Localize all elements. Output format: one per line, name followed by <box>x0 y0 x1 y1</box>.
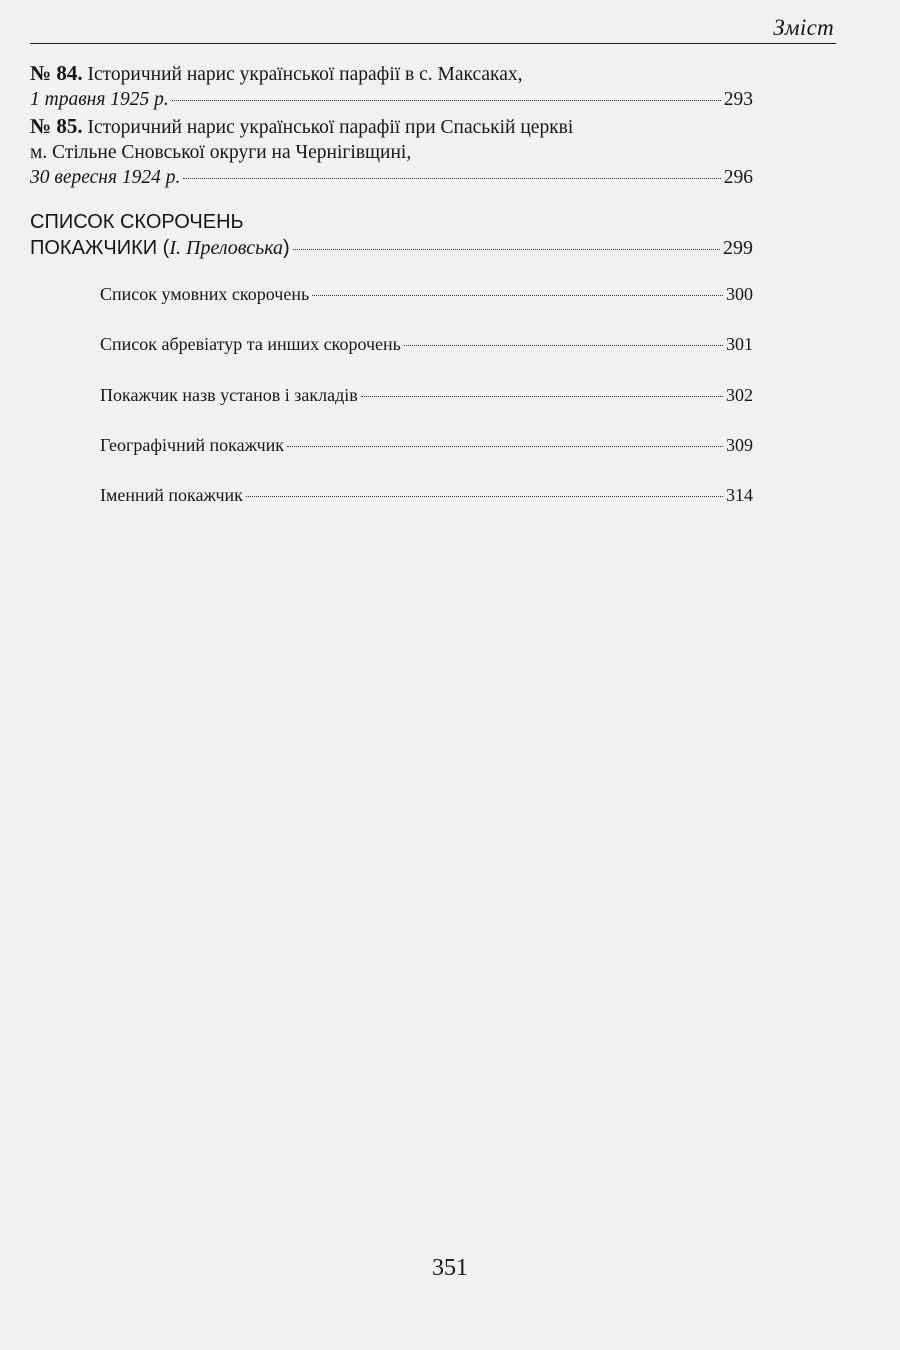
dot-leader <box>312 295 723 296</box>
sub-item <box>100 434 753 457</box>
entry-title: Історичний нарис української парафії при Спаській церкві <box>87 116 574 138</box>
section-indexes-label: ПОКАЖЧИКИ <box>30 236 158 259</box>
dot-leader <box>183 178 720 179</box>
table-of-contents <box>30 60 753 508</box>
sub-item-label: Іменний покажчик <box>100 485 243 506</box>
sub-item <box>100 384 753 407</box>
section-page: 299 <box>723 236 753 259</box>
sub-item-label: Список умовних скорочень <box>100 283 310 304</box>
section-author: І. Преловська <box>169 236 284 259</box>
dot-leader <box>287 446 723 447</box>
dot-leader <box>246 496 723 497</box>
dot-leader <box>361 396 723 397</box>
entry-page: 296 <box>723 167 753 189</box>
sub-item-label: Список абревіатур та инших скорочень <box>100 334 401 355</box>
section-indexes: ПОКАЖЧИКИ ( І. Преловська ) 299 <box>30 236 753 259</box>
entry-page: 293 <box>723 89 753 111</box>
entry-date: 1 травня 1925 р. <box>30 89 169 111</box>
toc-entry-84 <box>30 60 753 113</box>
sub-item <box>100 484 753 507</box>
entry-date: 30 вересня 1924 р. <box>30 167 181 189</box>
header-rule <box>30 43 836 44</box>
sub-item-page: 302 <box>726 384 753 405</box>
sub-item-label: Географічний покажчик <box>100 434 285 455</box>
toc-entry-85 <box>30 113 753 191</box>
entry-number: № 84. <box>30 61 83 85</box>
sub-item <box>100 333 753 356</box>
entry-title-continued: м. Стільне Сновської округи на Чернігівщині, <box>30 142 412 164</box>
entry-number: № 85. <box>30 113 83 138</box>
dot-leader <box>404 345 723 346</box>
sub-item-page: 300 <box>726 283 753 304</box>
page-number: 351 <box>432 1255 468 1281</box>
sub-item-page: 301 <box>726 334 753 355</box>
sub-item <box>100 283 753 306</box>
sub-item-page: 314 <box>726 485 753 506</box>
running-header-title: Зміст <box>773 15 834 40</box>
dot-leader <box>293 249 720 250</box>
sub-item-page: 309 <box>726 434 753 455</box>
section-abbreviations: СПИСОК СКОРОЧЕНЬ <box>30 210 244 233</box>
sub-item-label: Покажчик назв установ і закладів <box>100 384 358 405</box>
dot-leader <box>172 100 721 101</box>
entry-title: Історичний нарис української парафії в с. Максаках, <box>87 64 523 85</box>
